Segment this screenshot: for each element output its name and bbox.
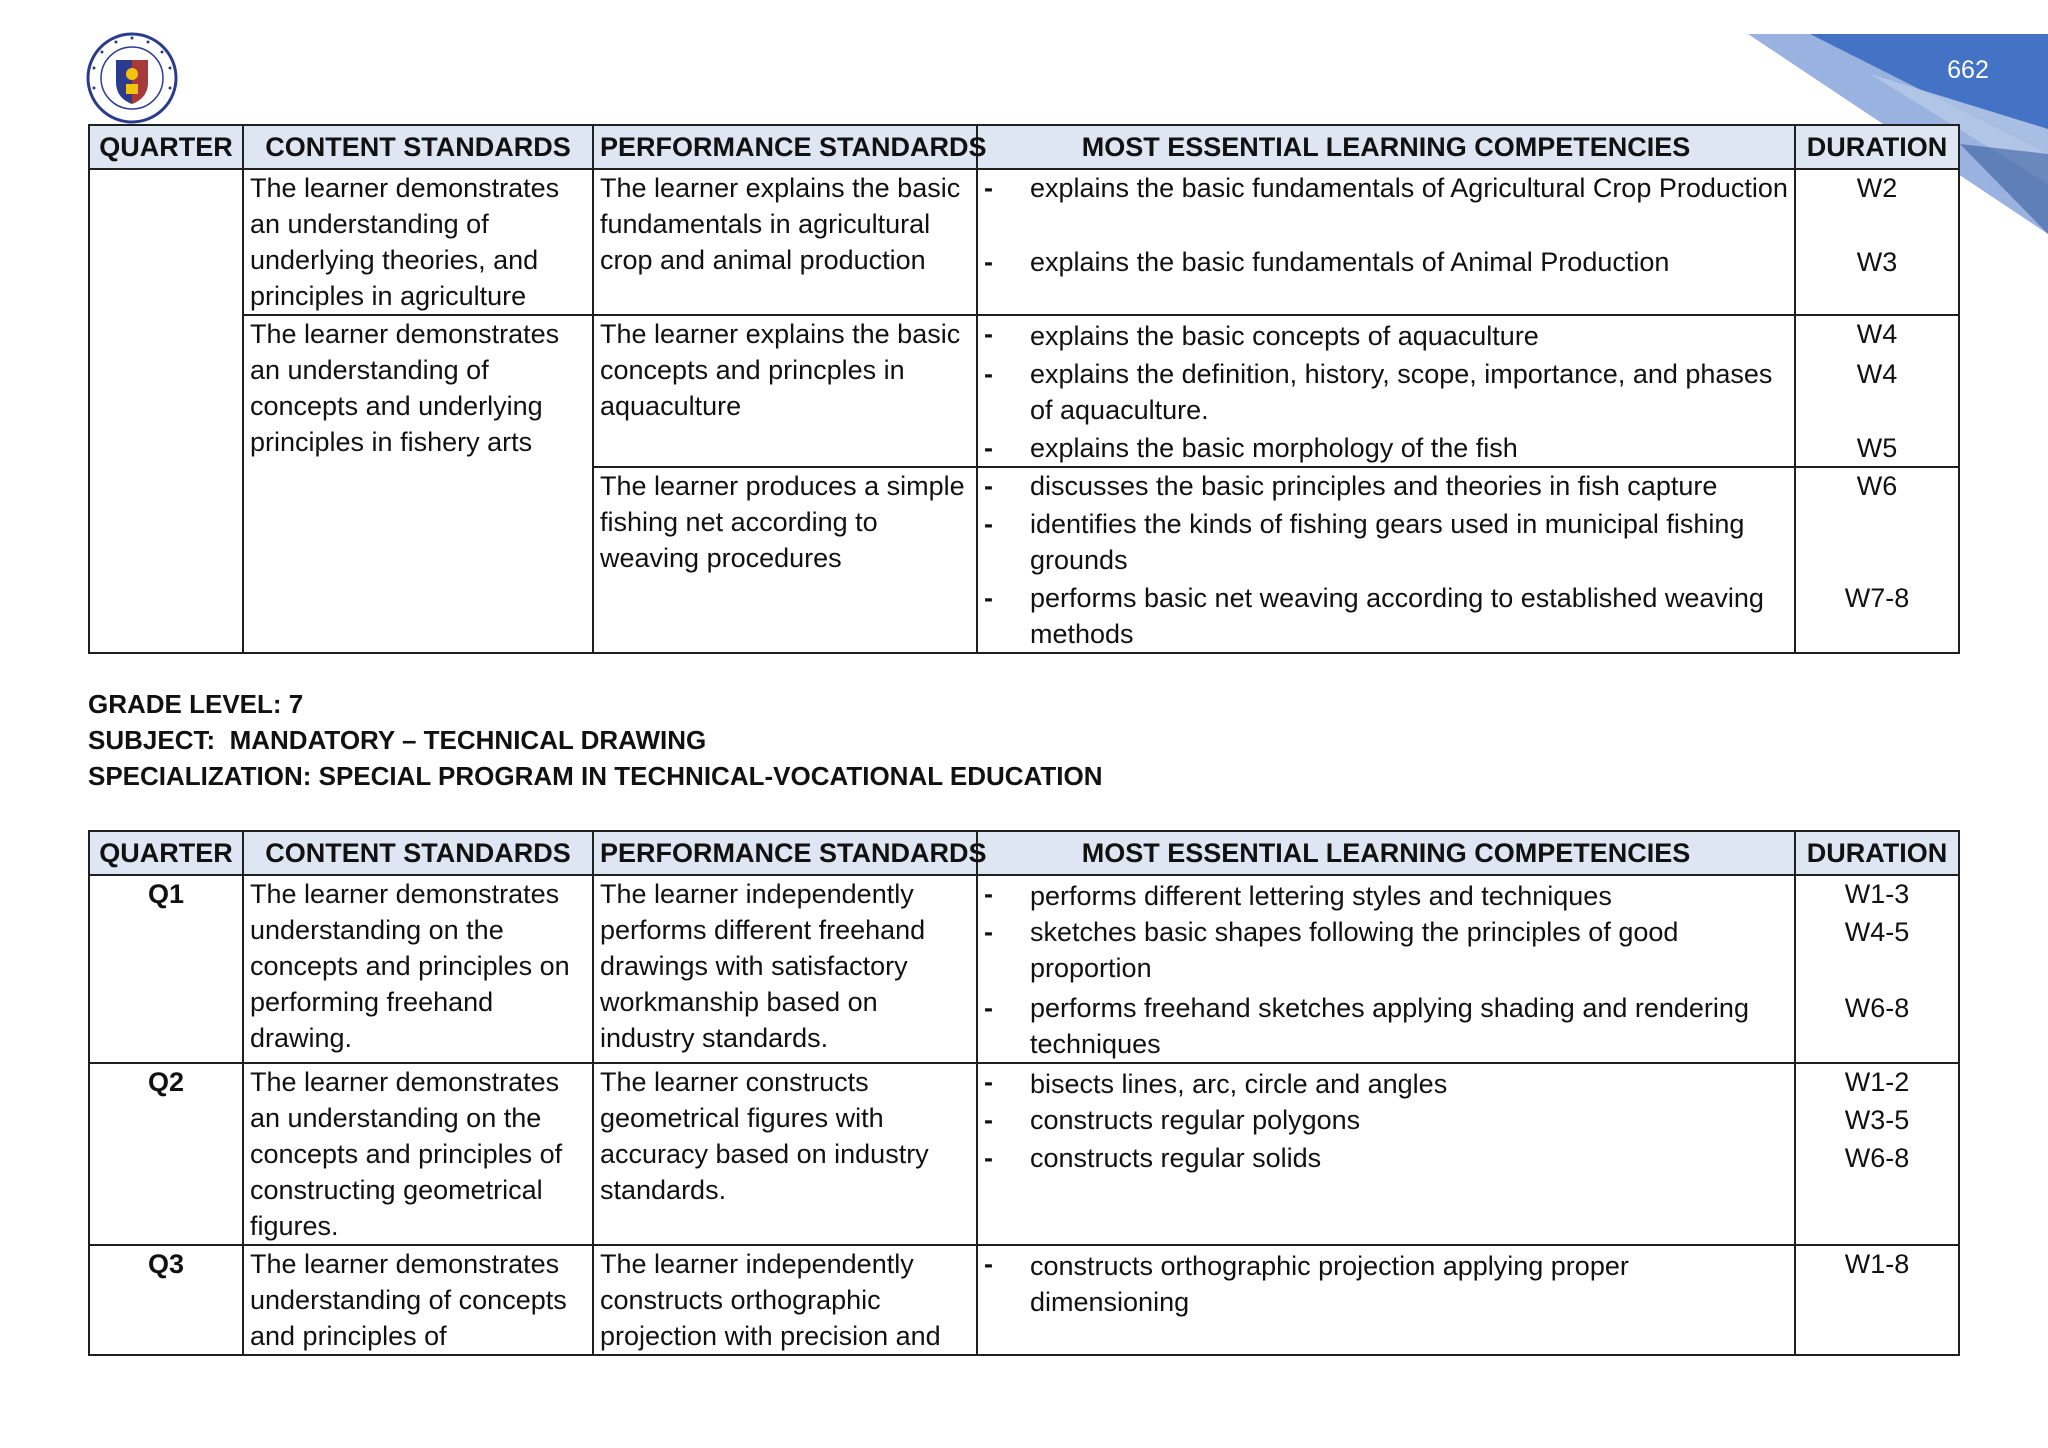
subject-label: SUBJECT: MANDATORY – TECHNICAL DRAWING [88,725,707,755]
melc-cell [977,1245,1795,1355]
performance-standard-cell: The learner independently performs different freehand drawings with satisfactory workmanship based on industry standards. [593,875,977,1063]
table-row [89,315,1959,467]
header-melc: MOST ESSENTIAL LEARNING COMPETENCIES [977,831,1795,875]
content-standard-cell: The learner demonstrates understanding of concepts and principles of [243,1245,593,1355]
duration-cell: W1-8 [1795,1245,1959,1355]
page-number: 662 [1947,56,1989,84]
grade-level-label: GRADE LEVEL: 7 [88,689,304,719]
header-performance-standards: PERFORMANCE STANDARDS [593,125,977,169]
section-heading [88,686,1102,794]
list-item: - explains the basic morphology of the fish [984,433,1518,463]
duration-cell: W1-2 W3-5 W6-8 [1795,1063,1959,1245]
list-item: - discusses the basic principles and theories in fish capture [984,471,1718,501]
header-duration: DURATION [1795,125,1959,169]
header-melc: MOST ESSENTIAL LEARNING COMPETENCIES [977,125,1795,169]
quarter-cell: Q1 [89,875,243,1063]
list-item: - constructs orthographic projection applying proper dimensioning [984,1249,1629,1317]
header-content-standards: CONTENT STANDARDS [243,831,593,875]
competencies-table-technical-drawing [88,830,1960,1356]
content-standard-cell: The learner demonstrates an understanding of underlying theories, and principles in agriculture [243,169,593,315]
list-item: - performs basic net weaving according to established weaving methods [984,583,1764,649]
list-item: - explains the definition, history, scope, importance, and phases of aquaculture. [984,359,1773,425]
table-row [89,1245,1959,1355]
header-quarter: QUARTER [89,831,243,875]
list-item: - explains the basic fundamentals of Animal Production [984,247,1670,277]
list-item: - explains the basic concepts of aquaculture [984,319,1539,351]
list-item: - performs different lettering styles and techniques [984,879,1612,911]
list-item: - constructs regular polygons [984,1105,1361,1135]
quarter-cell [89,169,243,653]
list-item: - performs freehand sketches applying shading and rendering techniques [984,993,1749,1059]
specialization-label: SPECIALIZATION: SPECIAL PROGRAM IN TECHNICAL-VOCATIONAL EDUCATION [88,761,1103,791]
list-item: - constructs regular solids [984,1143,1322,1173]
list-item: - sketches basic shapes following the principles of good proportion [984,917,1679,983]
header-duration: DURATION [1795,831,1959,875]
table-row [89,1063,1959,1245]
deped-seal-logo [86,32,178,124]
performance-standard-cell: The learner constructs geometrical figures with accuracy based on industry standards. [593,1063,977,1245]
header-quarter: QUARTER [89,125,243,169]
quarter-cell: Q3 [89,1245,243,1355]
performance-standard-cell: The learner independently constructs orthographic projection with precision and [593,1245,977,1355]
table-row [89,875,1959,1063]
competencies-table-agri-fishery [88,124,1960,654]
duration-cell: W1-3 W4-5 W6-8 [1795,875,1959,1063]
melc-cell [977,875,1795,1063]
header-content-standards: CONTENT STANDARDS [243,125,593,169]
performance-standard-cell: The learner produces a simple fishing net according to weaving procedures [593,467,977,653]
performance-standard-cell: The learner explains the basic fundamentals in agricultural crop and animal production [593,169,977,315]
duration-cell: W6 W7-8 [1795,467,1959,653]
list-item: - identifies the kinds of fishing gears used in municipal fishing grounds [984,509,1745,575]
content-standard-cell: The learner demonstrates understanding on the concepts and principles on performing freehand drawing. [243,875,593,1063]
quarter-cell: Q2 [89,1063,243,1245]
melc-cell [977,169,1795,315]
content-standard-cell: The learner demonstrates an understanding of concepts and underlying principles in fishery arts [243,315,593,653]
performance-standard-cell: The learner explains the basic concepts and princples in aquaculture [593,315,977,467]
content-standard-cell: The learner demonstrates an understanding on the concepts and principles of constructing geometrical figures. [243,1063,593,1245]
header-performance-standards: PERFORMANCE STANDARDS [593,831,977,875]
melc-cell [977,315,1795,467]
duration-cell: W4 W4 W5 [1795,315,1959,467]
duration-cell: W2 W3 [1795,169,1959,315]
list-item: - explains the basic fundamentals of Agricultural Crop Production [984,173,1788,203]
melc-cell [977,1063,1795,1245]
list-item: - bisects lines, arc, circle and angles [984,1067,1448,1099]
melc-cell [977,467,1795,653]
table-row [89,169,1959,315]
